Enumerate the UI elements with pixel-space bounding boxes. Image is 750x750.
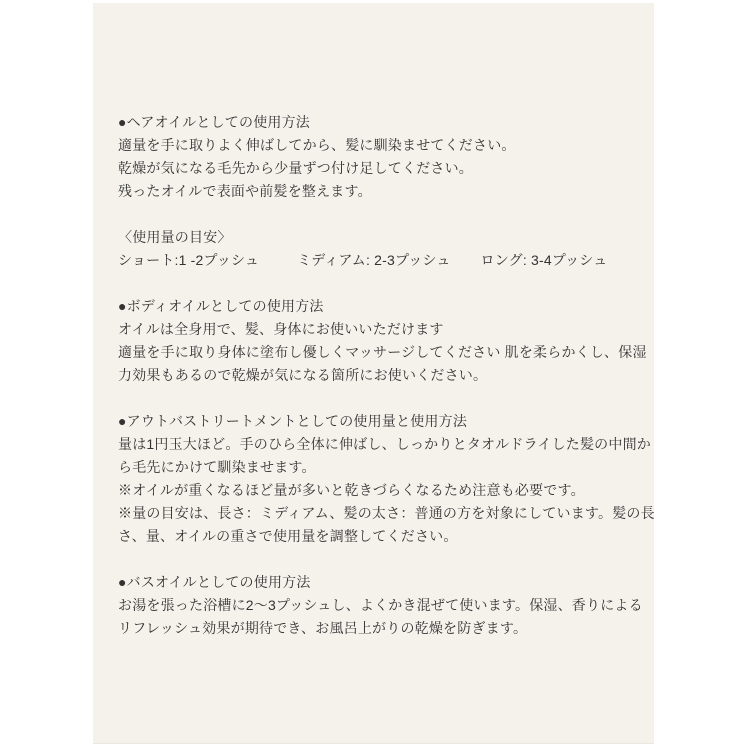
text-line: ※量の目安は、長さ：ミディアム、髪の太さ：普通の方を対象にしています。髪の長 [118,505,655,521]
text-line: ら毛先にかけて馴染ませます。 [118,459,316,475]
usage-instructions-text [118,111,655,663]
section-heading: 〈使用量の目安〉 [118,229,232,245]
text-line: オイルは全身用で、髪、身体にお使いいただけます [118,321,444,337]
text-line: さ、量、オイルの重さで使用量を調整してください。 [118,528,458,544]
section-heading: ●ボディオイルとしての使用方法 [118,298,324,314]
text-line: 量は1円玉大ほど。手のひら全体に伸ばし、しっかりとタオルドライした髪の中間か [118,436,651,452]
usage-amounts-row [118,249,655,272]
section-usage-amount-guide [118,226,655,272]
amount-item-long: ロング: 3-4プッシュ [480,252,608,268]
section-outbath-treatment [118,410,655,548]
amount-item-short: ショート:1 -2プッシュ [118,252,260,268]
product-description-panel [93,3,654,744]
section-heading: ●アウトバストリートメントとしての使用量と使用方法 [118,413,468,429]
section-heading: ●バスオイルとしての使用方法 [118,574,311,590]
text-line: 力効果もあるので乾燥が気になる箇所にお使いください。 [118,367,488,383]
text-line: 乾燥が気になる毛先から少量ずつ付け足してください。 [118,160,473,176]
section-hair-oil [118,111,655,203]
section-body-oil [118,295,655,387]
section-bath-oil [118,571,655,640]
amount-item-medium: ミディアム: 2-3プッシュ [297,252,451,268]
text-line: 適量を手に取り身体に塗布し優しくマッサージしてください 肌を柔らかくし、保湿 [118,344,647,360]
text-line: お湯を張った浴槽に2〜3プッシュし、よくかき混ぜて使います。保湿、香りによる [118,597,643,613]
text-line: 適量を手に取りよく伸ばしてから、髪に馴染ませてください。 [118,137,516,153]
text-line: 残ったオイルで表面や前髪を整えます。 [118,183,372,199]
text-line: ※オイルが重くなるほど量が多いと乾きづらくなるため注意も必要です。 [118,482,585,498]
text-line: リフレッシュ効果が期待でき、お風呂上がりの乾燥を防ぎます。 [118,620,528,636]
section-heading: ●ヘアオイルとしての使用方法 [118,114,310,130]
